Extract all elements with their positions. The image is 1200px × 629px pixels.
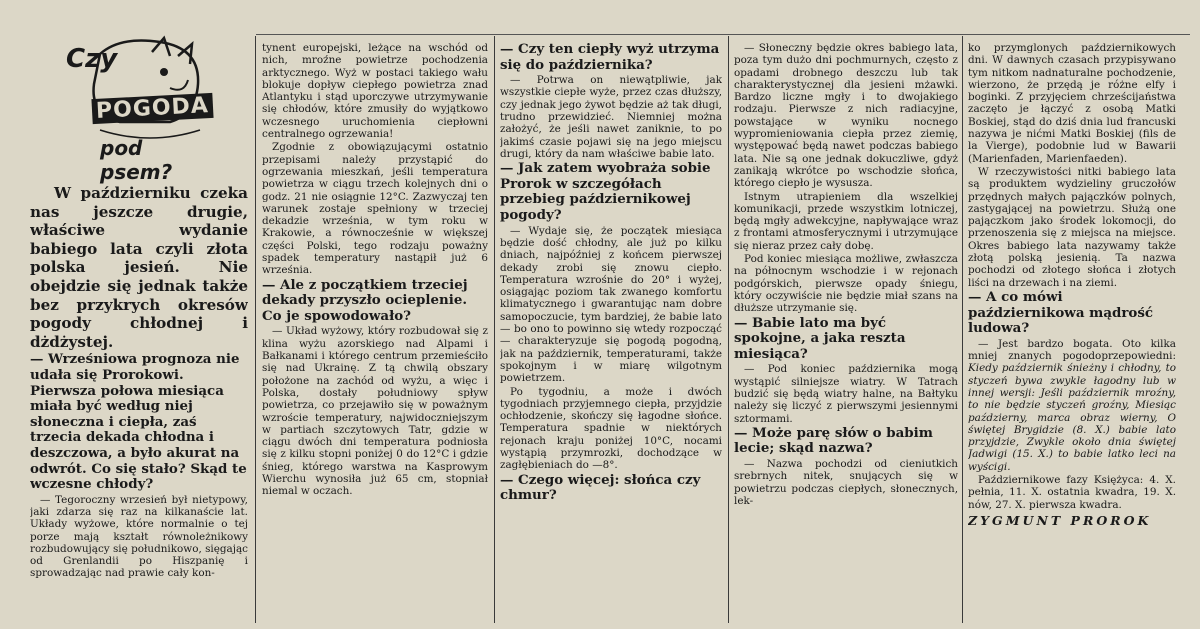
column-rule [494,36,495,623]
paragraph: Po tygodniu, a może i dwóch tygodniach przyjemnego ciepła, przyjdzie ochłodzenie, skończy się łagodne słońce. Temperatura spadnie w niektórych rejonach kraju poniżej 10°C, nocami wystąpią przymrozki, dochodzące w zagłębieniach do —8°. [500,385,722,472]
paragraph: Zgodnie z obowiązującymi ostatnio przepisami należy przystąpić do ogrzewania mieszkań, jeśli temperatura powietrza w ciągu trzech kolejnych dni o godz. 21 nie osiągnie 12°C. Zazwyczaj ten warunek zostaje spełniony w trzeciej dekadzie września, w tym roku w Krakowie, a równocześnie w większej części Polski, tego rodzaju poważny spadek temperatury nastąpił już 6 września. [262,141,488,277]
column-5 [968,42,1176,621]
paragraph: W rzeczywistości nitki babiego lata są produktem wydzieliny gruczołów przędnych małych pajączków polnych, zastygającej na powietrzu. Służą one pajączkom jako środek lokomocji, do przenoszenia się z miejsca na miejsce. Okres babiego lata nazywamy także złotą polską jesienią. Ta nazwa pochodzi od złotego słońca i złotych liści na drzewach i na ziemi. [968,165,1176,289]
column-2 [262,42,488,621]
title-main: POGODA [91,93,213,124]
paragraph: — Wydaje się, że początek miesiąca będzie dość chłodny, ale już po kilku dniach, najpóźniej z końcem pierwszej dekady zrobi się znowu ciepło. Temperatura wzrośnie do 20° i wyżej, osiągając poziom tak zwanego komfortu klimatycznego i gwarantując nam dobre samopoczucie, tym bardziej, że babie lato — bo ono to powinno się wtedy rozpocząć — charakteryzuje się pogodą pogodną, jak na październik, temperaturami, także spokojnym i w miarę wilgotnym powietrzem. [500,224,722,385]
column-3 [500,42,722,621]
paragraph: Pod koniec miesiąca możliwe, zwłaszcza na północnym wschodzie i w rejonach podgórskich, pierwsze opady śniegu, który oczywiście nie będzie miał szans na dłuższe utrzymanie się. [734,253,958,315]
question: — Może parę słów o babim lecie; skąd nazwa? [734,424,933,457]
lead-paragraph: W październiku czeka nas jeszcze drugie, właściwe wydanie babiego lata czyli złota polska jesień. Nie obejdzie się jednak także bez przykrych okresów pogody chłodnej i dżdżystej. [30,184,248,351]
paragraph: — Słoneczny będzie okres babiego lata, poza tym dużo dni pochmurnych, często z opadami drobnego deszczu lub tak charakterystycznej dla jesieni mżawki. Bardzo liczne mgły i to dwojakiego rodzaju. Pierwsze z nich radiacyjne, powstające w wyniku nocnego wypromieniowania ciepła przez ziemię, występować będą nawet podczas babiego lata. Nie są one jednak dokuczliwe, gdyż zanikają wkrótce po wschodzie słońca, którego ciepło je wysusza. [734,42,958,190]
question: — Wrześniowa prognoza nie udała się Prorokowi. Pierwsza połowa miesiąca miała być według niej słoneczna i ciepła, zaś trzecia dekada chłodna i deszczowa, a było akurat na odwrót. Co się stało? Skąd te wczesne chłody? [30,351,247,493]
paragraph: — Tegoroczny wrzesień był nietypowy, jaki zdarza się raz na kilkanaście lat. Układy wyżowe, które normalnie o tej porze mają kształt równoleżnikowy rozbudowujący się południkowo, sięgając od Grenlandii po Hiszpanię i sprowadzając nad prawie cały kon- [30,493,248,580]
paragraph: — Nazwa pochodzi od cieniutkich srebrnych nitek, snujących się w powietrzu podczas ciepłych, słonecznych, lek- [734,457,958,507]
question: — A co mówi październikowa mądrość ludowa? [968,288,1154,337]
top-rule [256,34,1190,35]
paragraph: Istnym utrapieniem dla wszelkiej komunikacji, przede wszystkim lotniczej, będą mgły adwekcyjne, napływające wraz z frontami atmosferycznymi i utrzymujące się nieraz przez cały dobę. [734,190,958,252]
column-rule [728,36,729,623]
column-1 [30,184,248,621]
title-prefix: Czy [66,44,118,74]
title-suffix: pod psem? [100,136,173,184]
author-signature: ZYGMUNT PROROK [968,512,1152,528]
question: — Jak zatem wyobraża sobie Prorok w szczegółach przebieg październikowej pogody? [500,160,711,224]
column-4 [734,42,958,621]
paragraph: — Układ wyżowy, który rozbudował się z klina wyżu azorskiego nad Alpami i Bałkanami i którego centrum przemieściło się nad Ukrainę. Z tą chwilą obszary położone na zachód od wyżu, a więc i Polska, dostały południowy spływ powietrza, co przejawiło się w poważnym wzroście temperatury, najwidoczniejszym w partiach szczytowych Tatr, gdzie w ciągu dwóch dni temperatura podniosła się z kilku stopni poniżej 0 do 12°C i gdzie śnieg, którego warstwa na Kasprowym Wierchu wynosiła już 65 cm, stopniał niemal w oczach. [262,325,488,498]
paragraph: tynent europejski, leżące na wschód od nich, mroźne powietrze pochodzenia arktycznego. Wyż w postaci takiego wału blokuje dopływ ciepłego powietrza znad Atlantyku i stąd uporczywe utrzymywanie się chłodów, które zmusiły do wyjątkowo wczesnego uruchomienia ciepłowni centralnego ogrzewania! [262,42,488,141]
question: — Czy ten ciepły wyż utrzyma się do października? [500,42,720,73]
paragraph: ko przymglonych październikowych dni. W dawnych czasach przypisywano tym nitkom nadnaturalne pochodzenie, wierzono, że przędą je różne elfy i boginki. Z przyjęciem chrześcijaństwa zaczęto je łączyć z osobą Matki Boskiej, stąd do dziś dnia lud francuski nazywa je nićmi Matki Boskiej (fils de la Vierge), podobnie lud w Bawarii (Marienfaden, Marienfaeden). [968,42,1176,165]
question: — Ale z początkiem trzeciej dekady przyszło ocieplenie. Co je spowodowało? [262,276,468,324]
proverbs-intro: — Jest bardzo bogata. Oto kilka mniej znanych pogodoprzepowiedni: [968,337,1176,363]
paragraph [968,338,1176,473]
column-rule [255,36,256,623]
paragraph: — Pod koniec października mogą wystąpić silniejsze wiatry. W Tatrach budzić się będą wiatry halne, na Bałtyku należy się liczyć z pierwszymi jesiennymi sztormami. [734,363,958,425]
title-logo [60,34,210,184]
question: — Babie lato ma być spokojne, a jaka reszta miesiąca? [734,314,906,362]
column-rule [962,36,963,623]
question: — Czego więcej: słońca czy chmur? [500,471,701,504]
proverbs: Kiedy październik śnieżny i chłodny, to styczeń bywa zwykle łagodny lub w innej wersji: Jeśli październik mroźny, to nie będzie styczeń groźny, Miesiąc październy, marca obraz wierny, O świętej Brygidzie (8. X.) babie lato przyjdzie, Zwykle około dnia świętej Jadwigi (15. X.) to babie latko leci na wyścigi. [968,362,1176,473]
paragraph: Październikowe fazy Księżyca: 4. X. pełnia, 11. X. ostatnia kwadra, 19. X. nów, 27. X. pierwsza kwadra. [968,473,1176,511]
paragraph: — Potrwa on niewątpliwie, jak wszystkie ciepłe wyże, przez czas dłuższy, czy jednak jego żywot będzie aż tak długi, trudno przewidzieć. Niemniej można założyć, że jeśli nawet zaniknie, to po jakimś czasie pojawi się na jego miejscu drugi, który da nam właściwe babie lato. [500,74,722,160]
